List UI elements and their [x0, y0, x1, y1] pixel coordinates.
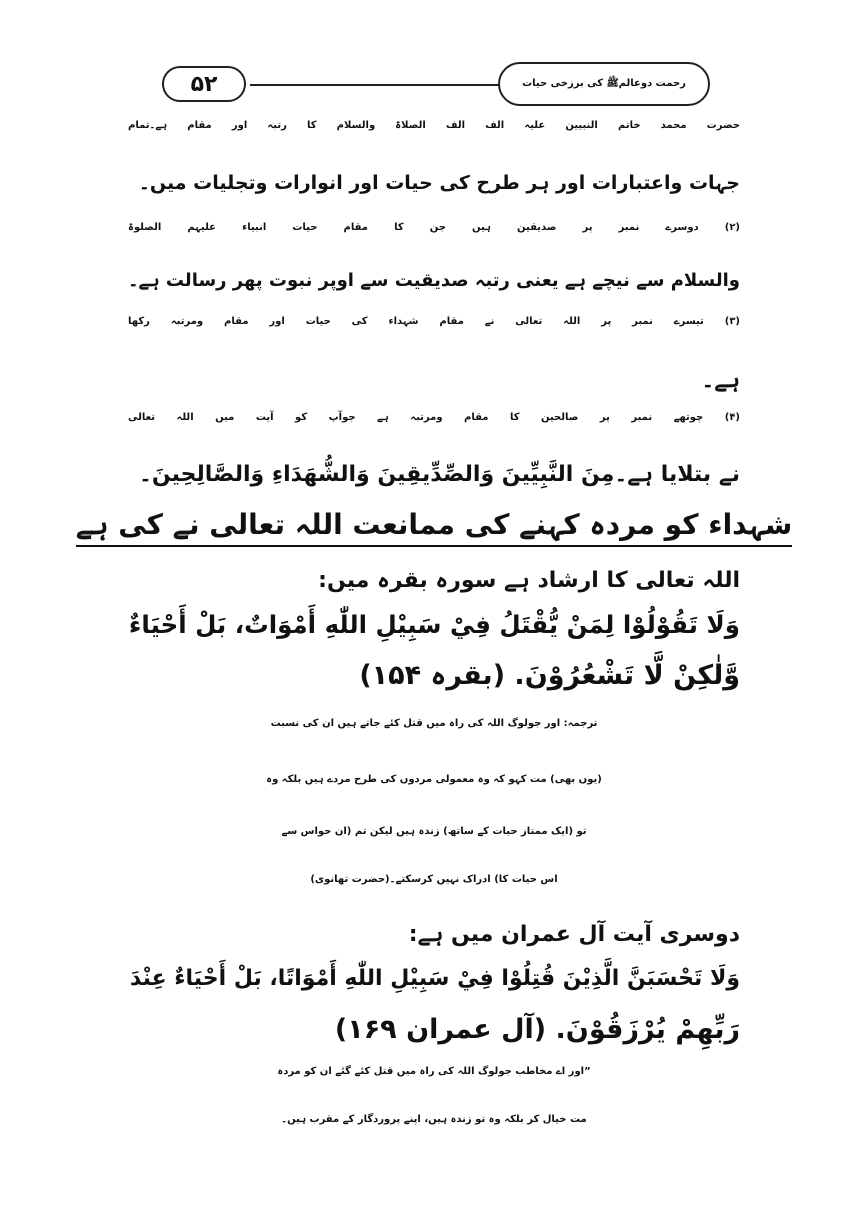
translation-line: ترجمہ: اور جولوگ اللہ کی راہ میں قتل کئے جاتے ہیں ان کی نسبت	[270, 718, 598, 729]
running-title: رحمت دوعالمﷺ کی برزخی حیات	[498, 62, 710, 106]
page-number: ۵۲	[162, 66, 246, 102]
section-heading	[0, 508, 868, 541]
translation-line: اس حیات کا) ادراک نہیں کرسکتے۔(حضرت تھانوی)	[310, 874, 558, 885]
translation-line: تو (ایک ممتاز حیات کے ساتھ) زندہ ہیں لیکن تم (ان حواس سے	[281, 826, 587, 837]
text-line: والسلام سے نیچے ہے یعنی رتبہ صدیقیت سے اوپر نبوت پھر رسالت ہے۔	[127, 270, 740, 291]
quran-verse: وَّلٰكِنْ لَّا تَشْعُرُوْنَ. (بقرہ ۱۵۴)	[359, 660, 740, 691]
text-line: (۳) تیسرے نمبر پر اللہ تعالی نے مقام شہداء کی حیات اور مقام ومرتبہ رکھا	[128, 316, 740, 327]
header-divider	[250, 84, 500, 86]
text-line: جہات واعتبارات اور ہر طرح کی حیات اور انوارات وتجلیات میں۔	[138, 172, 740, 194]
text-line: ہے۔	[701, 368, 740, 393]
translation-line: (یوں بھی) مت کہو کہ وہ معمولی مردوں کی طرح مردے ہیں بلکہ وہ	[266, 774, 602, 785]
text-line: حضرت محمد خاتم النبیین علیہ الف الف الصلاۃ والسلام کا رتبہ اور مقام ہے۔تمام	[128, 120, 740, 131]
text-line: (۲) دوسرے نمبر پر صدیقین ہیں جن کا مقام حیات انبیاء علیہم الصلوۃ	[128, 222, 740, 233]
text-line: اللہ تعالی کا ارشاد ہے سورہ بقرہ میں:	[318, 568, 740, 593]
quran-verse: وَلَا تَقُوْلُوْا لِمَنْ يُّقْتَلُ فِيْ سَبِيْلِ اللّٰهِ أَمْوَاتٌ، بَلْ أَحْيَاءٌ	[128, 610, 740, 639]
translation-line: ”اور اے مخاطب جولوگ اللہ کی راہ میں قتل کئے گئے ان کو مردہ	[277, 1066, 591, 1077]
translation-line: مت خیال کر بلکہ وہ تو زندہ ہیں، اپنے پروردگار کے مقرب ہیں۔	[281, 1114, 587, 1125]
text-line: (۴) چوتھے نمبر پر صالحین کا مقام ومرتبہ ہے جوآپ کو آیت میں اللہ تعالی	[128, 412, 740, 423]
quran-verse: رَبِّهِمْ يُرْزَقُوْنَ. (آل عمران ۱۶۹)	[334, 1014, 740, 1045]
text-line: دوسری آیت آل عمران میں ہے:	[408, 922, 740, 947]
quran-verse: وَلَا تَحْسَبَنَّ الَّذِيْنَ قُتِلُوْا فِيْ سَبِيْلِ اللّٰهِ أَمْوَاتًا، بَلْ أَحْيَاءٌ عِنْدَ	[129, 966, 740, 991]
section-heading-text: شہداء کو مردہ کہنے کی ممانعت اللہ تعالی نے کی ہے	[76, 508, 793, 547]
text-line: نے بتلایا ہے۔مِنَ النَّبِیِّینَ وَالصِّدِّیقِینَ وَالشُّھَدَاءِ وَالصَّالِحِینَ۔	[138, 462, 740, 487]
